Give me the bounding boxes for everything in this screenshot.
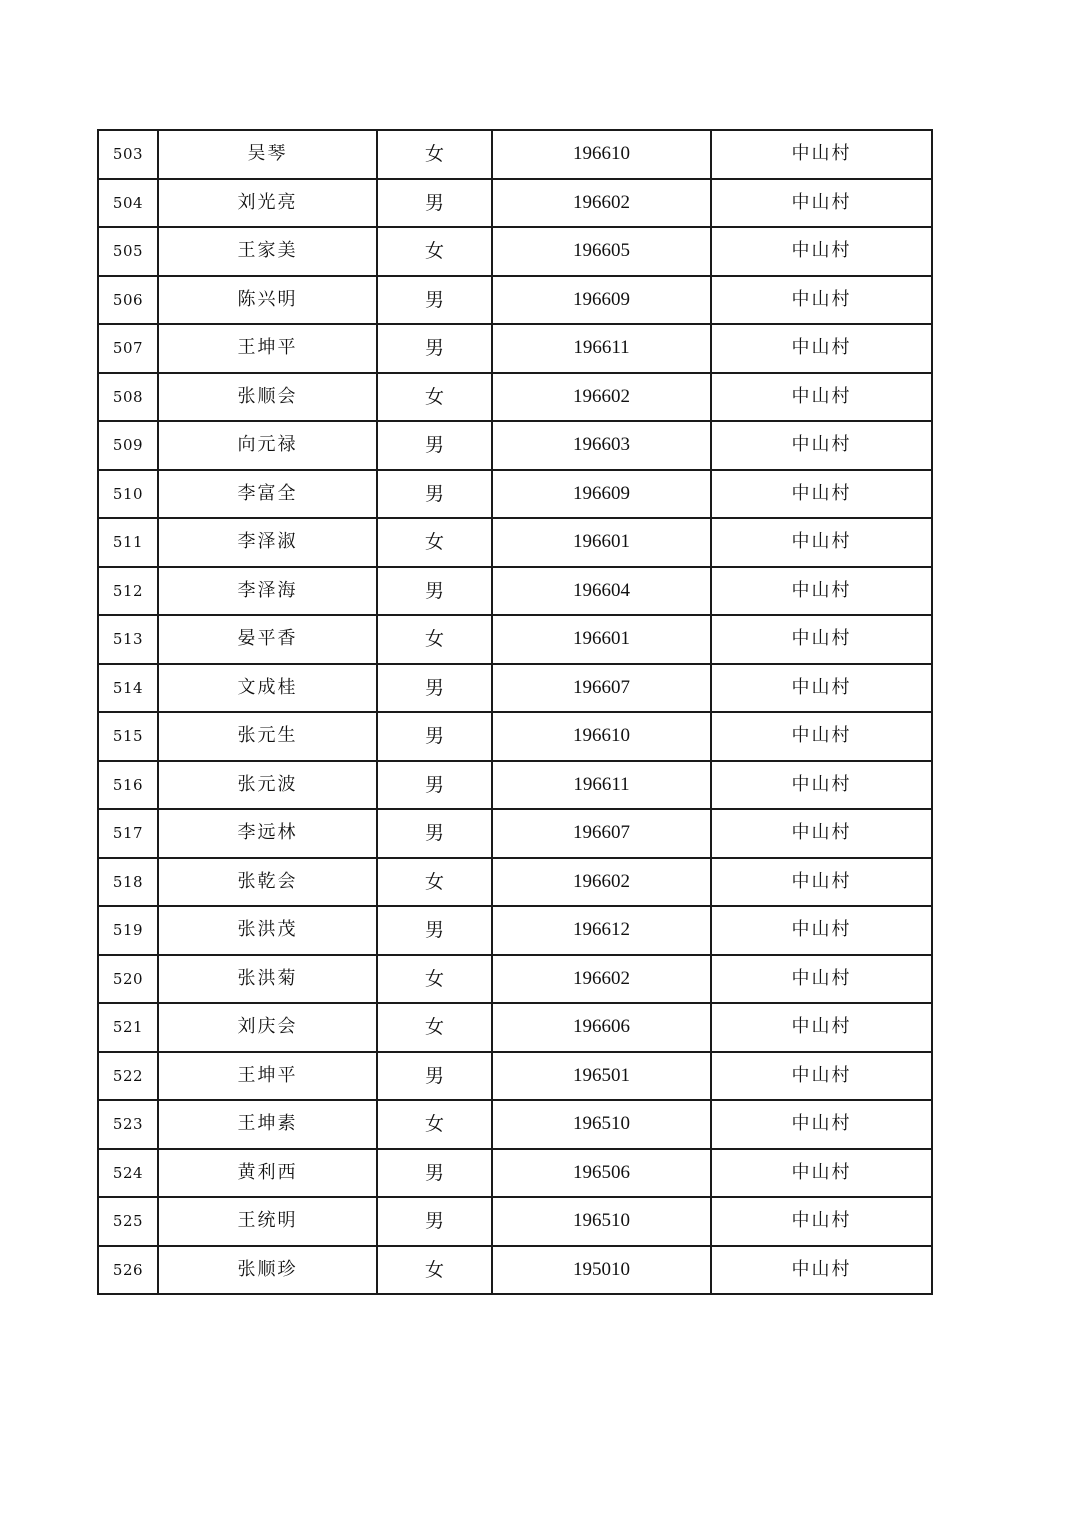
- serial-number-cell: 517: [98, 809, 158, 858]
- name-cell: 文成桂: [158, 664, 377, 713]
- birth-date-cell: 196510: [492, 1100, 711, 1149]
- village-cell: 中山村: [711, 567, 932, 616]
- village-cell: 中山村: [711, 1197, 932, 1246]
- name-cell: 张顺会: [158, 373, 377, 422]
- serial-number-cell: 516: [98, 761, 158, 810]
- birth-date-cell: 196602: [492, 373, 711, 422]
- table-row: [98, 906, 932, 955]
- table-row: [98, 1100, 932, 1149]
- birth-date-cell: 196601: [492, 518, 711, 567]
- village-cell: 中山村: [711, 276, 932, 325]
- serial-number-cell: 513: [98, 615, 158, 664]
- village-cell: 中山村: [711, 1149, 932, 1198]
- serial-number-cell: 519: [98, 906, 158, 955]
- birth-date-cell: 196611: [492, 761, 711, 810]
- name-cell: 张元生: [158, 712, 377, 761]
- serial-number-cell: 503: [98, 130, 158, 179]
- name-cell: 李富全: [158, 470, 377, 519]
- table-row: [98, 470, 932, 519]
- name-cell: 王坤平: [158, 324, 377, 373]
- birth-date-cell: 196510: [492, 1197, 711, 1246]
- serial-number-cell: 514: [98, 664, 158, 713]
- village-cell: 中山村: [711, 712, 932, 761]
- table-row: [98, 1003, 932, 1052]
- birth-date-cell: 196602: [492, 955, 711, 1004]
- village-cell: 中山村: [711, 615, 932, 664]
- serial-number-cell: 525: [98, 1197, 158, 1246]
- gender-cell: 男: [377, 470, 492, 519]
- gender-cell: 男: [377, 664, 492, 713]
- village-cell: 中山村: [711, 470, 932, 519]
- gender-cell: 男: [377, 1197, 492, 1246]
- table-row: [98, 858, 932, 907]
- birth-date-cell: 196609: [492, 470, 711, 519]
- village-cell: 中山村: [711, 809, 932, 858]
- serial-number-cell: 512: [98, 567, 158, 616]
- name-cell: 李泽海: [158, 567, 377, 616]
- name-cell: 李远林: [158, 809, 377, 858]
- birth-date-cell: 196612: [492, 906, 711, 955]
- village-cell: 中山村: [711, 761, 932, 810]
- name-cell: 张元波: [158, 761, 377, 810]
- birth-date-cell: 196607: [492, 809, 711, 858]
- gender-cell: 女: [377, 1246, 492, 1295]
- serial-number-cell: 520: [98, 955, 158, 1004]
- name-cell: 王坤素: [158, 1100, 377, 1149]
- village-cell: 中山村: [711, 227, 932, 276]
- village-cell: 中山村: [711, 324, 932, 373]
- birth-date-cell: 196604: [492, 567, 711, 616]
- serial-number-cell: 510: [98, 470, 158, 519]
- table-row: [98, 373, 932, 422]
- table-row: [98, 276, 932, 325]
- gender-cell: 男: [377, 712, 492, 761]
- name-cell: 李泽淑: [158, 518, 377, 567]
- birth-date-cell: 196605: [492, 227, 711, 276]
- birth-date-cell: 196602: [492, 858, 711, 907]
- serial-number-cell: 524: [98, 1149, 158, 1198]
- gender-cell: 女: [377, 1003, 492, 1052]
- birth-date-cell: 196606: [492, 1003, 711, 1052]
- gender-cell: 男: [377, 324, 492, 373]
- name-cell: 刘庆会: [158, 1003, 377, 1052]
- table-row: [98, 130, 932, 179]
- name-cell: 吴琴: [158, 130, 377, 179]
- serial-number-cell: 509: [98, 421, 158, 470]
- serial-number-cell: 523: [98, 1100, 158, 1149]
- name-cell: 王统明: [158, 1197, 377, 1246]
- serial-number-cell: 511: [98, 518, 158, 567]
- gender-cell: 男: [377, 1149, 492, 1198]
- serial-number-cell: 518: [98, 858, 158, 907]
- birth-date-cell: 196611: [492, 324, 711, 373]
- village-cell: 中山村: [711, 664, 932, 713]
- name-cell: 黄利西: [158, 1149, 377, 1198]
- village-cell: 中山村: [711, 1052, 932, 1101]
- birth-date-cell: 196601: [492, 615, 711, 664]
- gender-cell: 男: [377, 421, 492, 470]
- name-cell: 张顺珍: [158, 1246, 377, 1295]
- birth-date-cell: 196607: [492, 664, 711, 713]
- village-cell: 中山村: [711, 421, 932, 470]
- table-row: [98, 179, 932, 228]
- birth-date-cell: 196603: [492, 421, 711, 470]
- village-cell: 中山村: [711, 858, 932, 907]
- gender-cell: 男: [377, 761, 492, 810]
- table-row: [98, 1197, 932, 1246]
- serial-number-cell: 504: [98, 179, 158, 228]
- gender-cell: 男: [377, 179, 492, 228]
- name-cell: 陈兴明: [158, 276, 377, 325]
- village-cell: 中山村: [711, 1003, 932, 1052]
- village-cell: 中山村: [711, 373, 932, 422]
- table-row: [98, 227, 932, 276]
- gender-cell: 女: [377, 518, 492, 567]
- village-cell: 中山村: [711, 179, 932, 228]
- name-cell: 张洪茂: [158, 906, 377, 955]
- serial-number-cell: 508: [98, 373, 158, 422]
- table-row: [98, 567, 932, 616]
- name-cell: 张洪菊: [158, 955, 377, 1004]
- village-cell: 中山村: [711, 955, 932, 1004]
- name-cell: 张乾会: [158, 858, 377, 907]
- table-row: [98, 955, 932, 1004]
- birth-date-cell: 196501: [492, 1052, 711, 1101]
- serial-number-cell: 507: [98, 324, 158, 373]
- gender-cell: 男: [377, 906, 492, 955]
- birth-date-cell: 196602: [492, 179, 711, 228]
- table-row: [98, 1246, 932, 1295]
- roster-table: [97, 129, 933, 1295]
- birth-date-cell: 195010: [492, 1246, 711, 1295]
- village-cell: 中山村: [711, 1246, 932, 1295]
- name-cell: 王坤平: [158, 1052, 377, 1101]
- birth-date-cell: 196506: [492, 1149, 711, 1198]
- gender-cell: 男: [377, 1052, 492, 1101]
- gender-cell: 男: [377, 276, 492, 325]
- village-cell: 中山村: [711, 130, 932, 179]
- gender-cell: 女: [377, 1100, 492, 1149]
- table-row: [98, 761, 932, 810]
- gender-cell: 女: [377, 615, 492, 664]
- gender-cell: 女: [377, 858, 492, 907]
- table-row: [98, 1052, 932, 1101]
- serial-number-cell: 505: [98, 227, 158, 276]
- table-row: [98, 1149, 932, 1198]
- gender-cell: 男: [377, 809, 492, 858]
- name-cell: 晏平香: [158, 615, 377, 664]
- table-row: [98, 664, 932, 713]
- name-cell: 王家美: [158, 227, 377, 276]
- table-row: [98, 324, 932, 373]
- table-row: [98, 615, 932, 664]
- serial-number-cell: 522: [98, 1052, 158, 1101]
- table-row: [98, 712, 932, 761]
- name-cell: 向元禄: [158, 421, 377, 470]
- table-row: [98, 518, 932, 567]
- name-cell: 刘光亮: [158, 179, 377, 228]
- serial-number-cell: 506: [98, 276, 158, 325]
- gender-cell: 女: [377, 227, 492, 276]
- serial-number-cell: 526: [98, 1246, 158, 1295]
- serial-number-cell: 515: [98, 712, 158, 761]
- birth-date-cell: 196610: [492, 130, 711, 179]
- birth-date-cell: 196609: [492, 276, 711, 325]
- serial-number-cell: 521: [98, 1003, 158, 1052]
- village-cell: 中山村: [711, 518, 932, 567]
- village-cell: 中山村: [711, 906, 932, 955]
- gender-cell: 男: [377, 567, 492, 616]
- table-row: [98, 421, 932, 470]
- birth-date-cell: 196610: [492, 712, 711, 761]
- gender-cell: 女: [377, 373, 492, 422]
- gender-cell: 女: [377, 130, 492, 179]
- gender-cell: 女: [377, 955, 492, 1004]
- roster-table-body: [98, 130, 932, 1294]
- village-cell: 中山村: [711, 1100, 932, 1149]
- table-row: [98, 809, 932, 858]
